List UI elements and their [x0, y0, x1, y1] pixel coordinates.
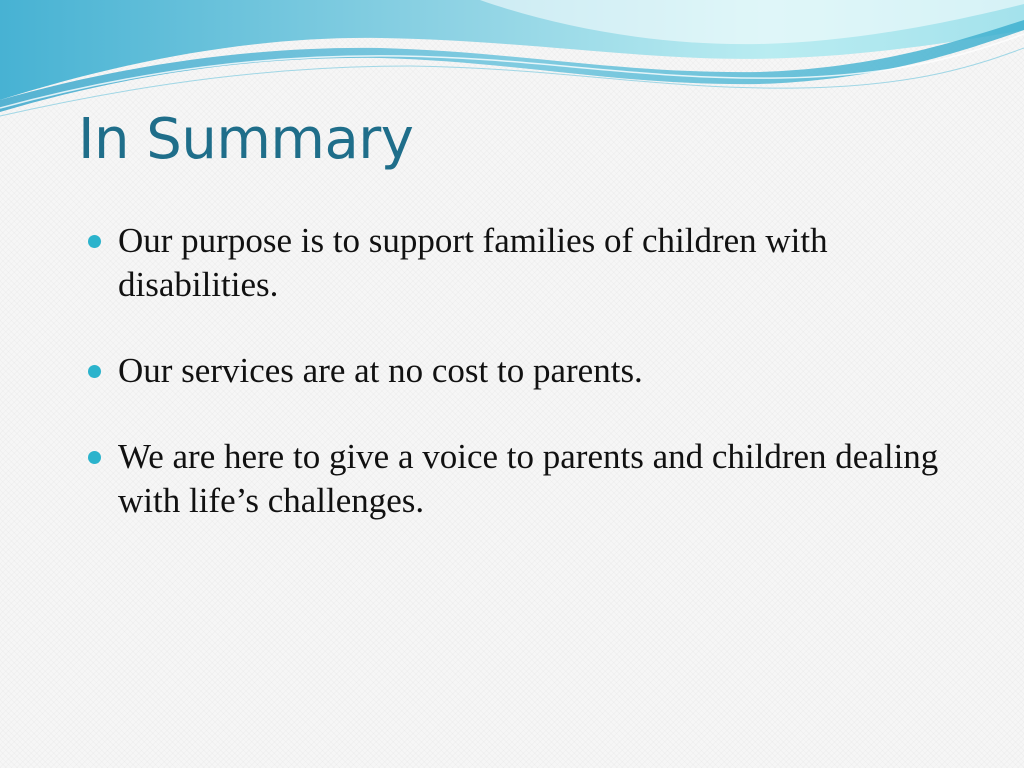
- bullet-text: Our services are at no cost to parents.: [118, 351, 643, 390]
- bullet-item: [88, 349, 968, 393]
- bullet-dot-icon: [88, 365, 101, 378]
- bullet-item: [88, 219, 968, 307]
- bullet-list: [88, 219, 968, 565]
- slide-title: In Summary: [78, 107, 414, 172]
- bullet-text: We are here to give a voice to parents and children dealing with life’s challenges.: [118, 437, 939, 520]
- bullet-dot-icon: [88, 451, 101, 464]
- bullet-dot-icon: [88, 235, 101, 248]
- bullet-item: [88, 435, 968, 523]
- bullet-text: Our purpose is to support families of children with disabilities.: [118, 221, 828, 304]
